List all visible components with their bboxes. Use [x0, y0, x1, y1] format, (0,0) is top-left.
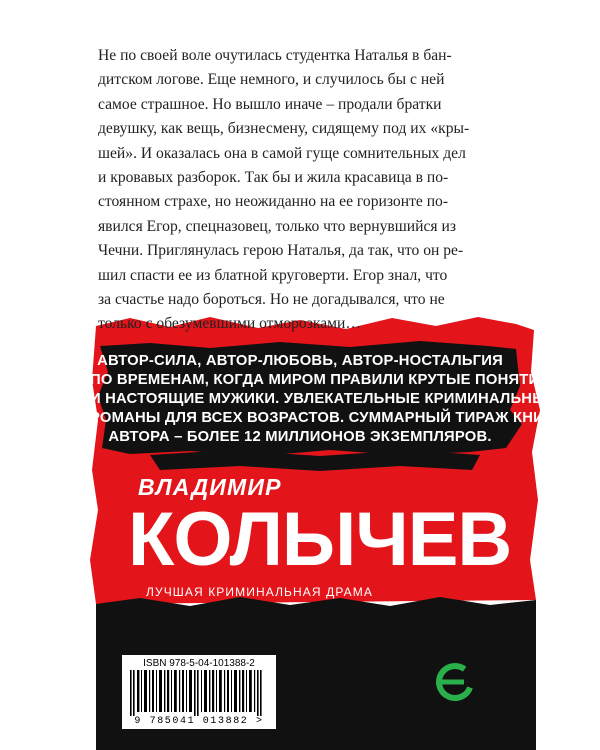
blurb-line: и кровавых разборок. Так бы и жила красавица в по- — [98, 169, 449, 187]
promo-line: И НАСТОЯЩИЕ МУЖИКИ. УВЛЕКАТЕЛЬНЫЕ КРИМИНАЛЬНЫЕ — [90, 391, 557, 407]
barcode-bars — [128, 670, 270, 716]
series-tagline: ЛУЧШАЯ КРИМИНАЛЬНАЯ ДРАМА — [146, 585, 373, 599]
blurb-line: только с обезумевшими отморозками… — [98, 315, 361, 333]
ean-digits: 9 785041 013882 > — [134, 716, 264, 727]
blurb-line: дитском логове. Еще немного, и случилось бы с ней — [98, 71, 445, 89]
blurb-line: стоянном страхе, но неожиданно на ее горизонте по- — [98, 193, 449, 211]
blurb-line: Чечни. Приглянулась герою Наталья, да так, что он ре- — [98, 242, 464, 260]
promo-line: РОМАНЫ ДЛЯ ВСЕХ ВОЗРАСТОВ. СУММАРНЫЙ ТИРАЖ КНИГ — [90, 410, 553, 426]
author-last-name: КОЛЫЧЕВ — [128, 497, 512, 582]
promo-line: АВТОРА – БОЛЕЕ 12 МИЛЛИОНОВ ЭКЗЕМПЛЯРОВ. — [108, 429, 492, 445]
promo-line: ПО ВРЕМЕНАМ, КОГДА МИРОМ ПРАВИЛИ КРУТЫЕ ПОНЯТИЯ — [90, 372, 551, 388]
eksmo-e-logo-icon — [433, 660, 477, 704]
blurb-line: явился Егор, спецназовец, только что вернувшийся из — [98, 217, 456, 235]
blurb-paragraph — [98, 44, 524, 337]
promo-line: АВТОР-СИЛА, АВТОР-ЛЮБОВЬ, АВТОР-НОСТАЛЬГИЯ — [97, 353, 503, 369]
author-promo-text — [90, 352, 557, 447]
isbn-number: ISBN 978-5-04-101388-2 — [143, 658, 255, 669]
blurb-line: Не по своей воле очутилась студентка Наталья в бан- — [98, 47, 452, 64]
isbn-barcode-box — [122, 655, 276, 729]
blurb-line: шил спасти ее из блатной круговерти. Егор знал, что — [98, 266, 448, 284]
blurb-line: девушку, как вещь, бизнесмену, сидящему под их «кры- — [98, 120, 470, 138]
blurb-line: за счастье надо бороться. Но не догадывался, что не — [98, 291, 445, 309]
blurb-line: шей». И оказалась она в самой гуще сомнительных дел — [98, 144, 466, 162]
blurb-line: самое страшное. Но вышло иначе – продали братки — [98, 95, 442, 113]
author-first-name: ВЛАДИМИР — [138, 474, 282, 500]
